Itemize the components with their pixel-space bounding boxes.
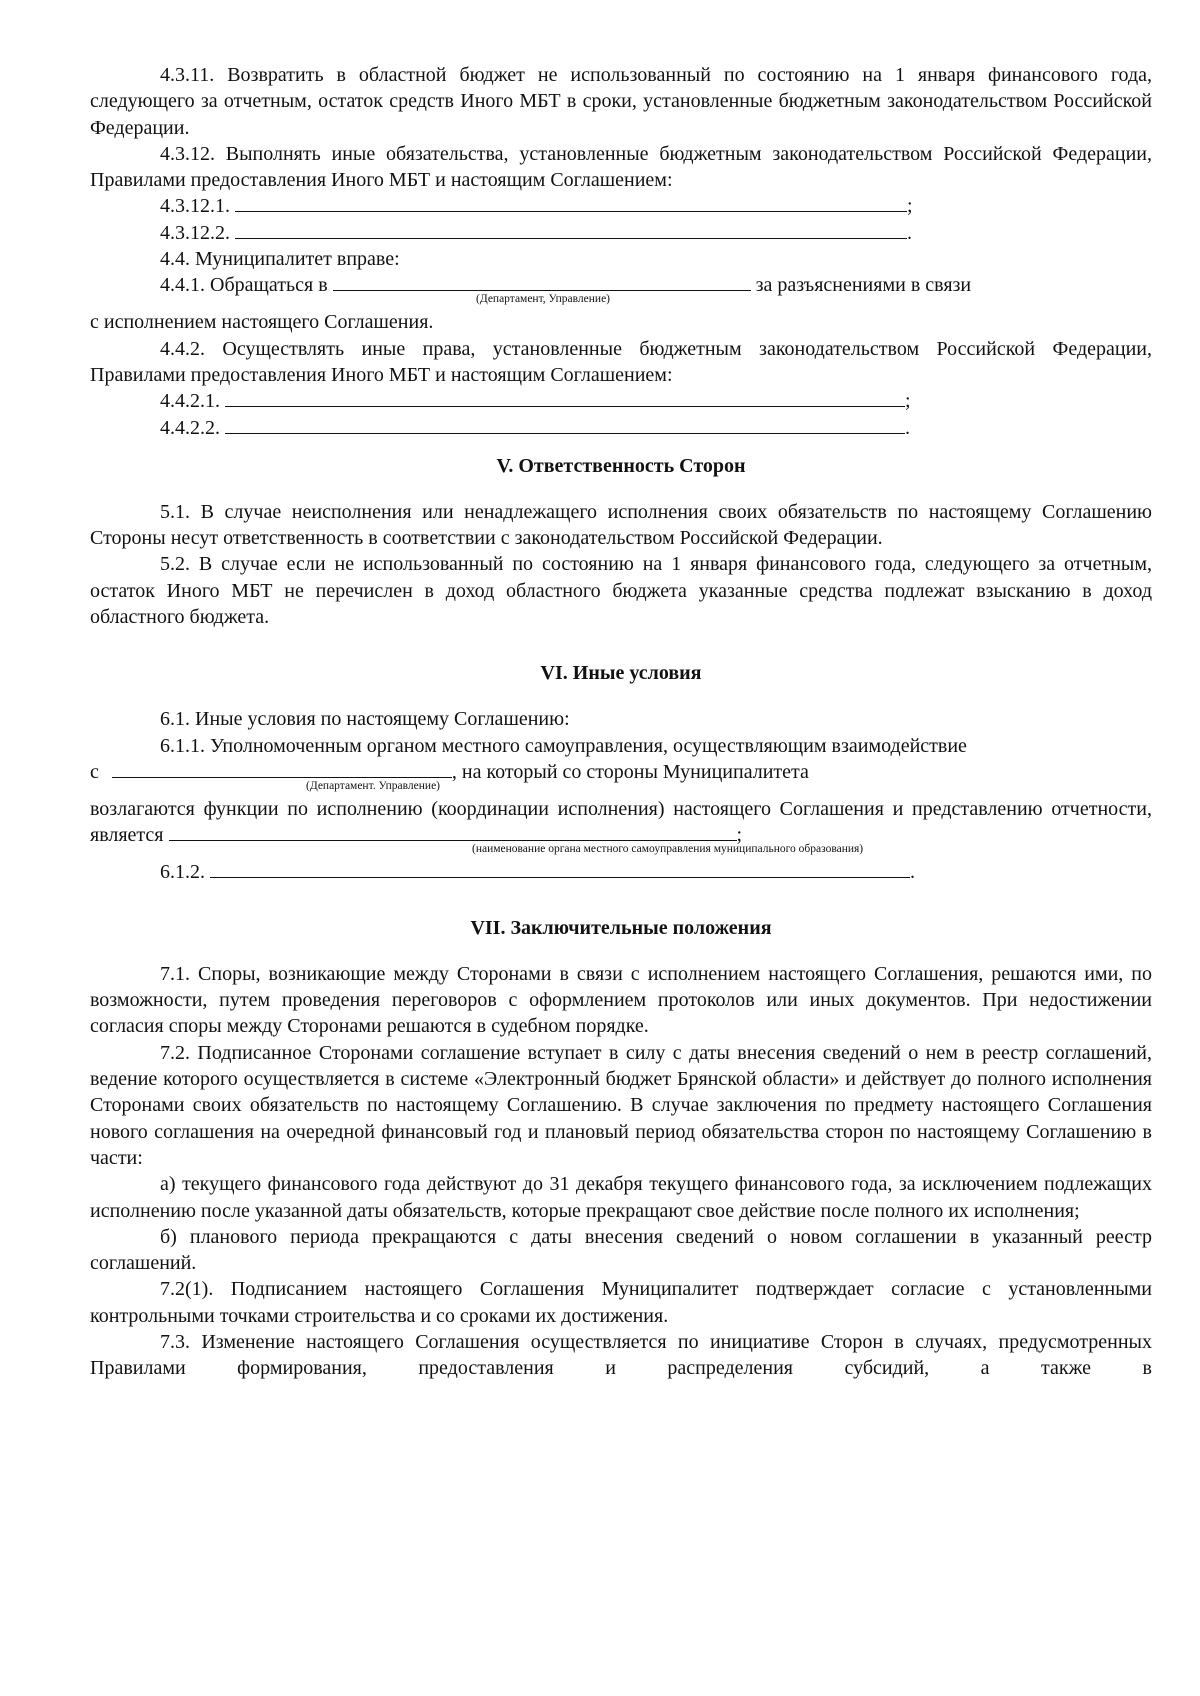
clause-7-2-b: б) планового периода прекращаются с даты внесения сведений о новом соглашении в указанный реестр соглашений. — [90, 1225, 1152, 1275]
clause-4-3-12: 4.3.12. Выполнять иные обязательства, установленные бюджетным законодательством Российской Федерации, Правилами предоставления Иного МБТ и настоящим Соглашением: — [90, 142, 1152, 192]
organ-blank[interactable] — [169, 822, 737, 841]
clause-4-3-12-2-number: 4.3.12.2. — [160, 221, 230, 244]
document-page — [90, 62, 1152, 1382]
blank-line[interactable] — [235, 220, 907, 239]
caption-department: (Департамент, Управление) — [476, 293, 610, 306]
clause-4-4-2-1 — [90, 388, 1152, 414]
clause-4-4-1-middle: за разъяснениями в связи — [755, 274, 972, 297]
clause-5-1: 5.1. В случае неисполнения или ненадлежащего исполнения своих обязательств по настоящему Соглашению Стороны несут ответственность в соответствии с законодательством Российской Федерации. — [90, 500, 1152, 550]
clause-6-1-2-number: 6.1.2. — [160, 860, 205, 883]
clause-6-1-1: 6.1.1. Уполномоченным органом местного самоуправления, осуществляющим взаимодействие — [160, 734, 967, 757]
clause-5-2: 5.2. В случае если не использованный по состоянию на 1 января финансового года, следующего за отчетным, остаток Иного МБТ не перечислен в доход областного бюджета указанные средства подлежат взысканию в доход областного бюджета. — [90, 553, 1152, 629]
semicolon: ; — [736, 824, 743, 847]
department-blank[interactable] — [112, 759, 452, 778]
clause-6-1-2 — [90, 859, 1152, 885]
clause-4-4-1-end: с исполнением настоящего Соглашения. — [90, 311, 434, 334]
clause-4-4-2: 4.4.2. Осуществлять иные права, установленные бюджетным законодательством Российской Федерации, Правилами предоставления Иного МБТ и настоящим Соглашением: — [90, 337, 1152, 386]
clause-4-4-2-2-number: 4.4.2.2. — [160, 416, 220, 439]
period: . — [905, 416, 910, 439]
blank-line[interactable] — [225, 388, 905, 407]
section-vi-heading: VI. Иные условия — [540, 662, 702, 685]
section-v-heading: V. Ответственность Сторон — [496, 454, 746, 477]
caption-department-2: (Департамент. Управление) — [306, 779, 440, 792]
clause-6-1: 6.1. Иные условия по настоящему Соглашению: — [160, 708, 570, 731]
clause-7-2: 7.2. Подписанное Сторонами соглашение вступает в силу с даты внесения сведений о нем в реестр соглашений, ведение которого осуществляется в системе «Электронный бюджет Брянской области» и действует до полного исполнения Сторонами своих обязательств по настоящему Соглашению. В случае заключения по предмету настоящего Соглашения нового соглашения на очередной финансовый год и плановый период обязательства сторон по настоящему Соглашению в части: — [90, 1041, 1152, 1169]
clause-7-2-1: 7.2(1). Подписанием настоящего Соглашения Муниципалитет подтверждает согласие с установленными контрольными точками строительства и со сроками их достижения. — [90, 1278, 1152, 1327]
blank-line[interactable] — [235, 193, 907, 212]
clause-4-3-11: 4.3.11. Возвратить в областной бюджет не использованный по состоянию на 1 января финансового года, следующего за отчетным, остаток средств Иного МБТ в сроки, установленные бюджетным законодательством Российской Федерации. — [90, 64, 1152, 139]
clause-4-3-12-1-number: 4.3.12.1. — [160, 195, 230, 218]
clause-4-3-12-1 — [90, 193, 1152, 219]
clause-4-3-12-2 — [90, 220, 1152, 246]
clause-7-3: 7.3. Изменение настоящего Соглашения осуществляется по инициативе Сторон в случаях, предусмотренных Правилами формирования, предоставления и распределения субсидий, а также в — [90, 1330, 1152, 1380]
clause-4-4-2-2 — [90, 415, 1152, 441]
clause-6-1-1-text: возлагаются функции по исполнению (координации исполнения) настоящего Соглашения и представлению отчетности, является — [90, 797, 1152, 847]
caption-organ: (наименование органа местного самоуправления муниципального образования) — [472, 842, 864, 855]
clause-7-2-a: а) текущего финансового года действуют до 31 декабря текущего финансового года, за исключением подлежащих исполнению после указанной даты обязательств, которые прекращают свое действие после полного их исполнения; — [90, 1173, 1152, 1222]
department-blank[interactable] — [333, 272, 751, 291]
section-vii-heading: VII. Заключительные положения — [470, 916, 772, 939]
clause-6-1-1-prep: с — [90, 760, 99, 783]
clause-4-4: 4.4. Муниципалитет вправе: — [160, 248, 400, 271]
blank-line[interactable] — [225, 415, 905, 434]
clause-7-1: 7.1. Споры, возникающие между Сторонами в связи с исполнением настоящего Соглашения, решаются ими, по возможности, путем проведения переговоров с оформлением протоколов или иных документов. При недостижении согласия споры между Сторонами решаются в судебном порядке. — [90, 962, 1152, 1038]
blank-line[interactable] — [210, 859, 910, 878]
clause-4-4-1-start: 4.4.1. Обращаться в — [160, 274, 328, 297]
semicolon: ; — [905, 390, 911, 413]
semicolon: ; — [907, 195, 913, 218]
period: . — [910, 860, 915, 883]
clause-6-1-1-mid: , на который со стороны Муниципалитета — [451, 760, 809, 783]
period: . — [907, 221, 912, 244]
clause-6-1-1-cont — [90, 796, 1152, 849]
clause-4-4-2-1-number: 4.4.2.1. — [160, 390, 220, 413]
